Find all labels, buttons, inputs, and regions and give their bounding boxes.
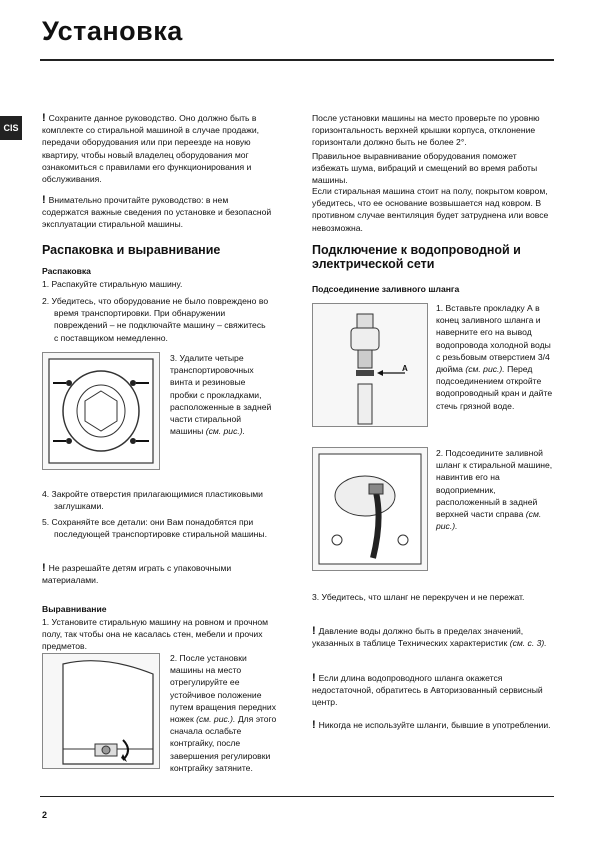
warning-icon: !	[312, 672, 316, 684]
warning-icon: !	[312, 625, 316, 637]
level-step-2: 2. После установки машины на место отрегулируйте ее устойчивое положение путем вращения передних ножек (см. рис.). Для этого сначала ослабьте контргайку, после завершения регулировки контргайку затяните.	[170, 653, 277, 773]
figure-transport-screws	[42, 352, 160, 470]
step-1: 1. Распакуйте стиральную машину.	[42, 279, 183, 289]
hose-step-3: 3. Убедитесь, что шланг не перекручен и не пережат.	[312, 592, 525, 602]
title-rule	[40, 59, 554, 61]
step-5: 5. Сохраняйте все детали: они Вам понадобятся при последующей транспортировке стиральной машины.	[42, 517, 267, 540]
warning-icon: !	[42, 562, 46, 574]
warning-icon: !	[42, 112, 46, 124]
tap-illustration	[313, 304, 427, 426]
warning-pressure: ! Давление воды должно быть в пределах значений, указанных в таблице Технических характеристик (см. с. 3).	[312, 625, 547, 649]
figure-hose-tap	[312, 303, 428, 427]
right-para-3: Если стиральная машина стоит на полу, покрытом ковром, убедитесь, что ее основание возвышается над ковром. В противном случае вентиляция будет затруднена или вовсе невозможна.	[312, 186, 549, 233]
notice-children: ! Не разрешайте детям играть с упаковочными материалами.	[42, 562, 232, 586]
notice-keep-manual: ! Сохраните данное руководство. Оно должно быть в комплекте со стиральной машиной в случае продажи, передачи оборудования или при переезде на новую квартиру, чтобы новый владелец оборудования мог ознакомиться с правилами его функционирования и обслуживания.	[42, 112, 260, 185]
warning-icon: !	[312, 719, 316, 731]
step-3: 3. Удалите четыре транспортировочных винта и резиновые пробки с прокладками, расположенные в задней части стиральной машины (см. рис.).	[170, 353, 272, 437]
warning-hose-length: ! Если длина водопроводного шланга окажется недостаточной, обратитесь в Авторизованный сервисный центр.	[312, 672, 543, 708]
right-para-2: Правильное выравнивание оборудования поможет избежать шума, вибраций и смещений во время работы машины.	[312, 151, 538, 186]
footer-rule	[40, 796, 554, 797]
step-2: 2. Убедитесь, что оборудование не было повреждено во время транспортировки. При обнаружении повреждений – не подключайте машину – свяжитесь с поставщиком немедленно.	[42, 296, 269, 343]
hose-step-1: 1. Вставьте прокладку А в конец заливного шланга и наверните его на вывод водопровода холодной воды с резьбовым отверстием 3/4 дюйма (см. рис.). Перед подсоединением откройте водопроводный кран и дайте стечь грязной воде.	[436, 303, 553, 411]
unpacking-subtitle: Распаковка	[42, 266, 91, 276]
section-unpacking-title: Распаковка и выравнивание	[42, 243, 221, 257]
right-para-1: После установки машины на место проверьте по уровню горизонтальность верхней крышки корпуса, отклонение горизонтали должно быть не более 2°.	[312, 113, 540, 148]
section-connection-title: Подключение к водопроводной и электрической сети	[312, 243, 521, 271]
figure-hose-machine	[312, 447, 428, 571]
leveling-subtitle: Выравнивание	[42, 604, 107, 614]
figure-adjust-feet	[42, 653, 160, 769]
notice-read-manual: ! Внимательно прочитайте руководство: в нем содержатся важные сведения по установке и безопасной эксплуатации стиральной машины.	[42, 194, 272, 230]
hose-connection-illustration	[313, 448, 427, 570]
step-4: 4. Закройте отверстия прилагающимися пластиковыми заглушками.	[42, 489, 263, 512]
washer-foot-illustration	[43, 654, 159, 768]
page-number: 2	[42, 810, 48, 820]
washer-back-illustration	[43, 353, 159, 469]
figure-label-a: A	[402, 364, 408, 373]
warning-icon: !	[42, 194, 46, 206]
level-step-1: 1. Установите стиральную машину на ровном и прочном полу, так чтобы она не касалась стен, мебели и прочих предметов.	[42, 617, 269, 652]
warning-used-hoses: ! Никогда не используйте шланги, бывшие в употреблении.	[312, 719, 551, 731]
page-title: Установка	[42, 16, 183, 46]
hose-step-2: 2. Подсоедините заливной шланг к стиральной машине, навинтив его на водоприемник, расположенный в задней верхней части справа (см. рис.).	[436, 448, 553, 532]
language-tab: CIS	[0, 116, 22, 140]
hose-subtitle: Подсоединение заливного шланга	[312, 284, 460, 294]
